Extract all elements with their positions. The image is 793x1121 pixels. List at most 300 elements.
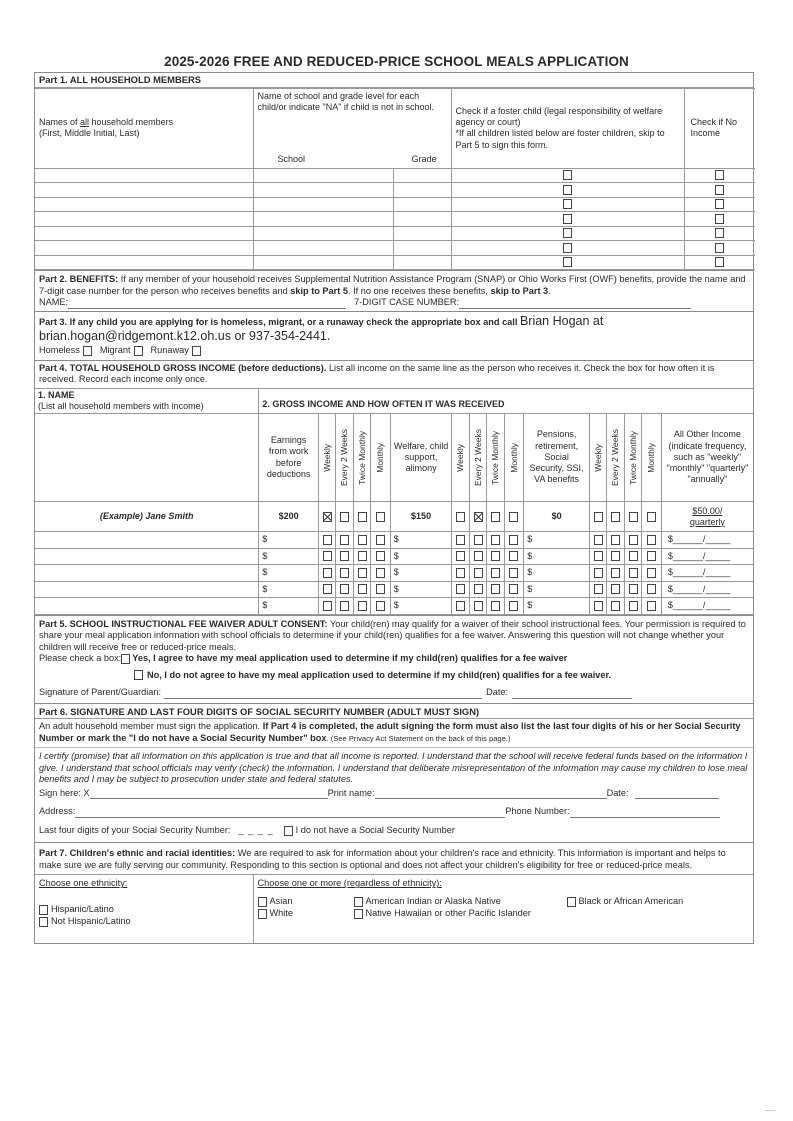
member-school-field[interactable] — [253, 226, 393, 241]
frequency-cell — [624, 502, 641, 532]
names-header-all: all — [80, 117, 90, 127]
member-grade-field[interactable] — [393, 212, 451, 227]
frequency-cell — [353, 502, 370, 532]
pensions-frequency-checkbox[interactable] — [629, 568, 638, 578]
race-option — [567, 896, 750, 908]
scan-mark — [765, 1110, 775, 1111]
example-earnings-amount: $200 — [259, 502, 319, 532]
names-header-text-2: household members — [89, 117, 174, 127]
application-form — [34, 72, 754, 944]
adult-signature-field[interactable] — [90, 789, 328, 799]
frequency-cell — [371, 581, 391, 598]
pensions-frequency-checkbox[interactable] — [647, 568, 656, 578]
frequency-cell — [642, 581, 662, 598]
member-grade-field[interactable] — [393, 197, 451, 212]
race-cell — [253, 875, 753, 943]
grade-column-label: Grade — [411, 153, 437, 164]
frequency-cell — [589, 581, 606, 598]
welfare-frequency-checkbox[interactable] — [509, 535, 518, 545]
race-option-label: Asian — [269, 895, 293, 906]
welfare-frequency-checkbox[interactable] — [509, 568, 518, 578]
welfare-frequency-checkbox[interactable] — [456, 551, 465, 561]
no-income-checkbox[interactable] — [715, 185, 724, 195]
frequency-label: Monthly — [646, 442, 657, 473]
status-option-runaway — [151, 345, 201, 357]
welfare-column-header: Welfare, child support, alimony — [390, 414, 452, 502]
no-income-cell — [684, 226, 755, 241]
no-income-cell — [684, 241, 755, 256]
ssn-last-four-field[interactable]: _ _ _ _ — [238, 824, 274, 835]
welfare-frequency-checkbox[interactable] — [491, 601, 500, 611]
frequency-cell — [469, 502, 486, 532]
frequency-cell — [371, 565, 391, 582]
frequency-cell — [336, 548, 353, 565]
example-frequency-checkbox[interactable] — [340, 512, 349, 522]
frequency-cell — [642, 532, 662, 549]
member-grade-field[interactable] — [393, 168, 451, 183]
other-income-field[interactable]: $______/_____ — [661, 581, 753, 598]
welfare-frequency-checkbox[interactable] — [474, 601, 483, 611]
income-member-name-field[interactable] — [35, 548, 259, 565]
member-school-field[interactable] — [253, 212, 393, 227]
frequency-label: Twice Monthly — [627, 430, 638, 485]
foster-child-checkbox[interactable] — [563, 170, 572, 180]
pensions-amount-field[interactable]: $ — [524, 598, 590, 615]
foster-child-checkbox[interactable] — [563, 185, 572, 195]
frequency-cell — [487, 548, 504, 565]
frequency-cell — [504, 565, 524, 582]
welfare-frequency-checkbox[interactable] — [491, 535, 500, 545]
frequency-cell — [607, 598, 624, 615]
pensions-amount-field[interactable]: $ — [524, 565, 590, 582]
part4-heading: Part 4. TOTAL HOUSEHOLD GROSS INCOME (before deductions). — [39, 362, 327, 373]
part2-heading: Part 2. BENEFITS: — [39, 274, 119, 285]
earnings-amount-field[interactable]: $ — [259, 581, 319, 598]
welfare-frequency-checkbox[interactable] — [474, 551, 483, 561]
part2-text-2: . If no one receives these benefits, — [347, 285, 491, 296]
contact-info: brian.hogan@ridgemont.k12.oh.us or 937-354-2441. — [39, 329, 331, 344]
frequency-label: Twice Monthly — [490, 430, 501, 485]
ethnicity-label: Choose one ethnicity: — [39, 878, 128, 889]
earnings-frequency-checkbox[interactable] — [358, 551, 367, 561]
welfare-frequency-checkbox[interactable] — [456, 535, 465, 545]
example-name: (Example) Jane Smith — [35, 502, 259, 532]
frequency-header-cell — [642, 414, 662, 502]
frequency-cell — [504, 532, 524, 549]
status-option-label: Runaway — [150, 345, 189, 355]
member-name-field[interactable] — [35, 183, 253, 198]
member-grade-field[interactable] — [393, 255, 451, 270]
foster-cell — [451, 255, 684, 270]
pensions-column-header: Pensions, retirement, Social Security, SSI, VA benefits — [524, 414, 590, 502]
pensions-frequency-checkbox[interactable] — [647, 584, 656, 594]
print-name-field[interactable] — [375, 789, 607, 799]
sign-here-label: Sign here: X — [39, 787, 90, 798]
foster-cell — [451, 226, 684, 241]
member-name-field[interactable] — [35, 241, 253, 256]
check-prompt: Please check a box: — [39, 653, 122, 663]
frequency-header-cell — [318, 414, 335, 502]
frequency-label: Weekly — [592, 443, 603, 472]
runaway-checkbox[interactable] — [192, 346, 201, 356]
part6-intro: An adult household member must sign the application. — [39, 721, 263, 732]
income-member-name-field[interactable] — [35, 598, 259, 615]
example-frequency-checkbox[interactable] — [456, 512, 465, 522]
other-income-field[interactable]: $______/_____ — [661, 565, 753, 582]
earnings-frequency-checkbox[interactable] — [340, 551, 349, 561]
earnings-column-header: Earnings from work before deductions — [259, 414, 319, 502]
frequency-cell — [452, 598, 469, 615]
pensions-frequency-checkbox[interactable] — [629, 551, 638, 561]
no-income-cell — [684, 212, 755, 227]
earnings-frequency-checkbox[interactable] — [323, 584, 332, 594]
no-income-checkbox[interactable] — [715, 214, 724, 224]
pensions-frequency-checkbox[interactable] — [611, 551, 620, 561]
race-option-label: Black or African American — [578, 895, 684, 906]
earnings-amount-field[interactable]: $ — [259, 565, 319, 582]
frequency-label: Weekly — [455, 443, 466, 472]
frequency-label: Twice Monthly — [356, 430, 367, 485]
member-name-field[interactable] — [35, 212, 253, 227]
frequency-header-cell — [336, 414, 353, 502]
member-school-field[interactable] — [253, 241, 393, 256]
pensions-frequency-checkbox[interactable] — [629, 535, 638, 545]
foster-child-checkbox[interactable] — [563, 214, 572, 224]
member-school-field[interactable] — [253, 168, 393, 183]
welfare-amount-field[interactable]: $ — [390, 548, 452, 565]
no-income-cell — [684, 255, 755, 270]
example-frequency-checkbox[interactable] — [594, 512, 603, 522]
earnings-frequency-checkbox[interactable] — [358, 584, 367, 594]
no-income-checkbox[interactable] — [715, 170, 724, 180]
frequency-cell — [589, 598, 606, 615]
member-grade-field[interactable] — [393, 226, 451, 241]
frequency-header-cell — [353, 414, 370, 502]
pensions-frequency-checkbox[interactable] — [647, 601, 656, 611]
fee-waiver-no-label: No, I do not agree to have my meal application used to determine if my child(ren) qualifies for a fee waiver. — [147, 669, 612, 680]
gross-income-header: 2. GROSS INCOME AND HOW OFTEN IT WAS RECEIVED — [259, 388, 753, 414]
welfare-frequency-checkbox[interactable] — [456, 601, 465, 611]
example-frequency-checkbox[interactable] — [358, 512, 367, 522]
name-header-subtitle: (List all household members with income) — [38, 400, 204, 411]
other-income-field[interactable]: $______/_____ — [661, 532, 753, 549]
contact-name: Brian Hogan — [519, 313, 590, 328]
frequency-cell — [336, 598, 353, 615]
part2-text-3: . — [548, 285, 551, 296]
member-school-field[interactable] — [253, 255, 393, 270]
welfare-amount-field[interactable]: $ — [390, 581, 452, 598]
frequency-cell — [504, 502, 524, 532]
no-income-checkbox[interactable] — [715, 199, 724, 209]
welfare-frequency-checkbox[interactable] — [474, 584, 483, 594]
part4-household-income — [35, 361, 753, 616]
race-option-label: Native Hawaiian or other Pacific Islander — [365, 908, 531, 919]
welfare-frequency-checkbox[interactable] — [491, 551, 500, 561]
pensions-frequency-checkbox[interactable] — [647, 551, 656, 561]
foster-header-note: *If all children listed below are foster children, skip to Part 5 to sign this form. — [455, 128, 665, 150]
consent-date-label: Date: — [486, 687, 509, 697]
frequency-cell — [469, 598, 486, 615]
example-other-amount: $50.00/ — [692, 506, 723, 517]
frequency-cell — [452, 502, 469, 532]
frequency-cell — [487, 581, 504, 598]
frequency-cell — [336, 502, 353, 532]
no-income-checkbox[interactable] — [715, 243, 724, 253]
frequency-cell — [318, 548, 335, 565]
snap-name-field[interactable] — [68, 299, 346, 309]
migrant-checkbox[interactable] — [134, 346, 143, 356]
member-name-field[interactable] — [35, 226, 253, 241]
household-member-row — [35, 226, 755, 241]
welfare-frequency-checkbox[interactable] — [491, 584, 500, 594]
household-members-header — [35, 88, 755, 168]
race-checkbox[interactable] — [354, 909, 363, 919]
pensions-frequency-checkbox[interactable] — [594, 535, 603, 545]
household-member-row — [35, 212, 755, 227]
school-grade-description: Name of school and grade level for each child/or indicate "NA" if child is not in school. — [257, 90, 434, 112]
part2-benefits — [35, 271, 753, 312]
earnings-amount-field[interactable]: $ — [259, 532, 319, 549]
household-member-row — [35, 183, 755, 198]
frequency-label: Every 2 Weeks — [339, 428, 350, 486]
part2-skip5: skip to Part 5 — [290, 285, 348, 296]
pensions-frequency-checkbox[interactable] — [594, 601, 603, 611]
earnings-frequency-checkbox[interactable] — [323, 568, 332, 578]
no-ssn-checkbox[interactable] — [284, 826, 293, 836]
example-other-income — [661, 502, 753, 532]
earnings-frequency-checkbox[interactable] — [358, 568, 367, 578]
member-school-field[interactable] — [253, 197, 393, 212]
part2-text: If any member of your household receives Supplemental Nutrition Assistance Program (SNAP) or Ohio Works First (OWF) benefits, provide the name and 7-digit case number for the person who receives benefits and — [39, 274, 746, 296]
income-member-name-field[interactable] — [35, 581, 259, 598]
pensions-frequency-checkbox[interactable] — [611, 535, 620, 545]
member-name-field[interactable] — [35, 168, 253, 183]
member-grade-field[interactable] — [393, 241, 451, 256]
status-option-migrant — [100, 345, 143, 357]
school-column-label: School — [277, 153, 306, 164]
earnings-amount-field[interactable]: $ — [259, 598, 319, 615]
pensions-amount-field[interactable]: $ — [524, 548, 590, 565]
frequency-cell — [607, 581, 624, 598]
example-welfare-amount: $150 — [390, 502, 452, 532]
pensions-frequency-checkbox[interactable] — [594, 568, 603, 578]
part6-heading: Part 6. SIGNATURE AND LAST FOUR DIGITS OF SOCIAL SECURITY NUMBER (ADULT MUST SIGN) — [35, 704, 753, 720]
race-checkbox[interactable] — [567, 897, 576, 907]
welfare-frequency-checkbox[interactable] — [456, 568, 465, 578]
earnings-frequency-checkbox[interactable] — [376, 568, 385, 578]
earnings-frequency-checkbox[interactable] — [340, 535, 349, 545]
other-income-field[interactable]: $______/_____ — [661, 548, 753, 565]
pensions-amount-field[interactable]: $ — [524, 581, 590, 598]
frequency-header-cell — [589, 414, 606, 502]
member-grade-field[interactable] — [393, 183, 451, 198]
income-columns-header — [35, 414, 753, 502]
signature-date-label: Date: — [606, 787, 629, 798]
pensions-frequency-checkbox[interactable] — [629, 601, 638, 611]
part7-text: We are required to ask for information about your children's race and ethnicity. This information is important and helps to make sure we are fully serving our community. Responding to this section is optional and does not affect your children's eligibility for free or reduced-price meals. — [39, 848, 726, 870]
frequency-cell — [487, 532, 504, 549]
part1-household-members — [35, 73, 753, 271]
frequency-cell — [353, 548, 370, 565]
pensions-frequency-checkbox[interactable] — [594, 584, 603, 594]
frequency-cell — [353, 565, 370, 582]
earnings-frequency-checkbox[interactable] — [376, 551, 385, 561]
frequency-cell — [318, 565, 335, 582]
income-member-name-field[interactable] — [35, 565, 259, 582]
earnings-frequency-checkbox[interactable] — [323, 551, 332, 561]
no-ssn-label: I do not have a Social Security Number — [295, 824, 455, 835]
frequency-cell — [504, 581, 524, 598]
part6-signature — [35, 704, 753, 844]
income-section-header — [35, 388, 753, 414]
homeless-checkbox[interactable] — [83, 346, 92, 356]
earnings-frequency-checkbox[interactable] — [358, 535, 367, 545]
member-name-field[interactable] — [35, 197, 253, 212]
frequency-cell — [504, 548, 524, 565]
frequency-cell — [469, 548, 486, 565]
example-frequency-checkbox[interactable] — [629, 512, 638, 522]
pensions-frequency-checkbox[interactable] — [594, 551, 603, 561]
race-checkbox[interactable] — [354, 897, 363, 907]
address-label: Address: — [39, 806, 76, 817]
income-row — [35, 532, 753, 549]
example-frequency-checkbox[interactable] — [611, 512, 620, 522]
guardian-signature-field[interactable] — [164, 689, 482, 699]
other-income-column-header: All Other Income (indicate frequency, such as "weekly" "monthly" "quarterly" "annually" — [661, 414, 753, 502]
welfare-frequency-checkbox[interactable] — [474, 568, 483, 578]
foster-child-checkbox[interactable] — [563, 257, 572, 267]
earnings-frequency-checkbox[interactable] — [376, 535, 385, 545]
member-school-field[interactable] — [253, 183, 393, 198]
school-grade-column-header — [253, 88, 451, 168]
certification-statement: I certify (promise) that all information on this application is true and that all income is reported. I understand that the school will receive federal funds based on the information I give. I understand that school officials may verify (check) the information. I understand that deliberate misrepresentation of the information may cause my children to lose meal benefits and I may be subject to prosecution under state and federal statutes. — [39, 751, 748, 785]
ethnicity-option — [39, 904, 249, 916]
example-frequency-checkbox[interactable] — [323, 512, 332, 522]
income-example-row — [35, 502, 753, 532]
welfare-amount-field[interactable]: $ — [390, 598, 452, 615]
frequency-cell — [371, 598, 391, 615]
frequency-cell — [371, 548, 391, 565]
frequency-cell — [487, 565, 504, 582]
no-income-checkbox[interactable] — [715, 257, 724, 267]
frequency-cell — [642, 565, 662, 582]
household-member-row — [35, 168, 755, 183]
print-name-label: Print name: — [327, 787, 375, 798]
foster-child-checkbox[interactable] — [563, 199, 572, 209]
frequency-cell — [469, 532, 486, 549]
address-field[interactable] — [75, 808, 505, 818]
earnings-amount-field[interactable]: $ — [259, 548, 319, 565]
no-income-cell — [684, 168, 755, 183]
household-members-table — [35, 88, 755, 271]
race-option — [354, 908, 567, 920]
pensions-frequency-checkbox[interactable] — [611, 601, 620, 611]
frequency-cell — [607, 532, 624, 549]
welfare-amount-field[interactable]: $ — [390, 532, 452, 549]
example-frequency-checkbox[interactable] — [509, 512, 518, 522]
frequency-cell — [487, 598, 504, 615]
ethnicity-race-table — [35, 874, 753, 943]
foster-child-checkbox[interactable] — [563, 243, 572, 253]
frequency-cell — [607, 548, 624, 565]
no-income-column-header: Check if No Income — [684, 88, 755, 168]
other-income-field[interactable]: $______/_____ — [661, 598, 753, 615]
example-frequency-checkbox[interactable] — [474, 512, 483, 522]
example-frequency-checkbox[interactable] — [647, 512, 656, 522]
frequency-cell — [624, 532, 641, 549]
ethnicity-checkbox[interactable] — [39, 905, 48, 915]
part7-heading: Part 7. Children's ethnic and racial identities: — [39, 848, 236, 859]
case-number-label: 7-DIGIT CASE NUMBER: — [354, 297, 460, 308]
no-income-checkbox[interactable] — [715, 228, 724, 238]
frequency-cell — [624, 565, 641, 582]
welfare-frequency-checkbox[interactable] — [456, 584, 465, 594]
welfare-amount-field[interactable]: $ — [390, 565, 452, 582]
phone-number-field[interactable] — [570, 808, 720, 818]
race-checkbox[interactable] — [258, 897, 267, 907]
welfare-frequency-checkbox[interactable] — [509, 601, 518, 611]
frequency-cell — [607, 502, 624, 532]
member-name-field[interactable] — [35, 255, 253, 270]
frequency-cell — [318, 502, 335, 532]
frequency-cell — [642, 548, 662, 565]
empty-slot — [567, 908, 750, 920]
earnings-frequency-checkbox[interactable] — [323, 601, 332, 611]
earnings-frequency-checkbox[interactable] — [323, 535, 332, 545]
frequency-cell — [469, 565, 486, 582]
frequency-cell — [371, 532, 391, 549]
earnings-frequency-checkbox[interactable] — [358, 601, 367, 611]
welfare-frequency-checkbox[interactable] — [491, 568, 500, 578]
earnings-frequency-checkbox[interactable] — [340, 601, 349, 611]
frequency-cell — [589, 548, 606, 565]
name-column-header — [35, 388, 259, 414]
pensions-frequency-checkbox[interactable] — [647, 535, 656, 545]
income-row — [35, 581, 753, 598]
foster-child-checkbox[interactable] — [563, 228, 572, 238]
fee-waiver-no-checkbox[interactable] — [134, 670, 143, 680]
welfare-frequency-checkbox[interactable] — [509, 584, 518, 594]
ethnicity-checkbox[interactable] — [39, 917, 48, 927]
welfare-frequency-checkbox[interactable] — [474, 535, 483, 545]
pensions-frequency-checkbox[interactable] — [611, 568, 620, 578]
signature-date-field[interactable] — [635, 789, 719, 799]
part7-ethnicity-race — [35, 843, 753, 943]
race-checkbox[interactable] — [258, 909, 267, 919]
household-member-row — [35, 197, 755, 212]
frequency-cell — [452, 532, 469, 549]
frequency-cell — [318, 598, 335, 615]
pensions-frequency-checkbox[interactable] — [629, 584, 638, 594]
frequency-cell — [353, 581, 370, 598]
example-frequency-checkbox[interactable] — [376, 512, 385, 522]
frequency-label: Weekly — [321, 443, 332, 472]
case-number-field[interactable] — [459, 299, 691, 309]
welfare-frequency-checkbox[interactable] — [509, 551, 518, 561]
earnings-frequency-checkbox[interactable] — [376, 601, 385, 611]
earnings-frequency-checkbox[interactable] — [340, 584, 349, 594]
income-member-name-field[interactable] — [35, 532, 259, 549]
part3-at: at — [589, 313, 604, 328]
example-frequency-checkbox[interactable] — [491, 512, 500, 522]
guardian-signature-label: Signature of Parent/Guardian: — [39, 687, 162, 697]
earnings-frequency-checkbox[interactable] — [340, 568, 349, 578]
pensions-frequency-checkbox[interactable] — [611, 584, 620, 594]
consent-date-field[interactable] — [512, 689, 632, 699]
pensions-amount-field[interactable]: $ — [524, 532, 590, 549]
earnings-frequency-checkbox[interactable] — [376, 584, 385, 594]
fee-waiver-yes-checkbox[interactable] — [121, 654, 130, 664]
